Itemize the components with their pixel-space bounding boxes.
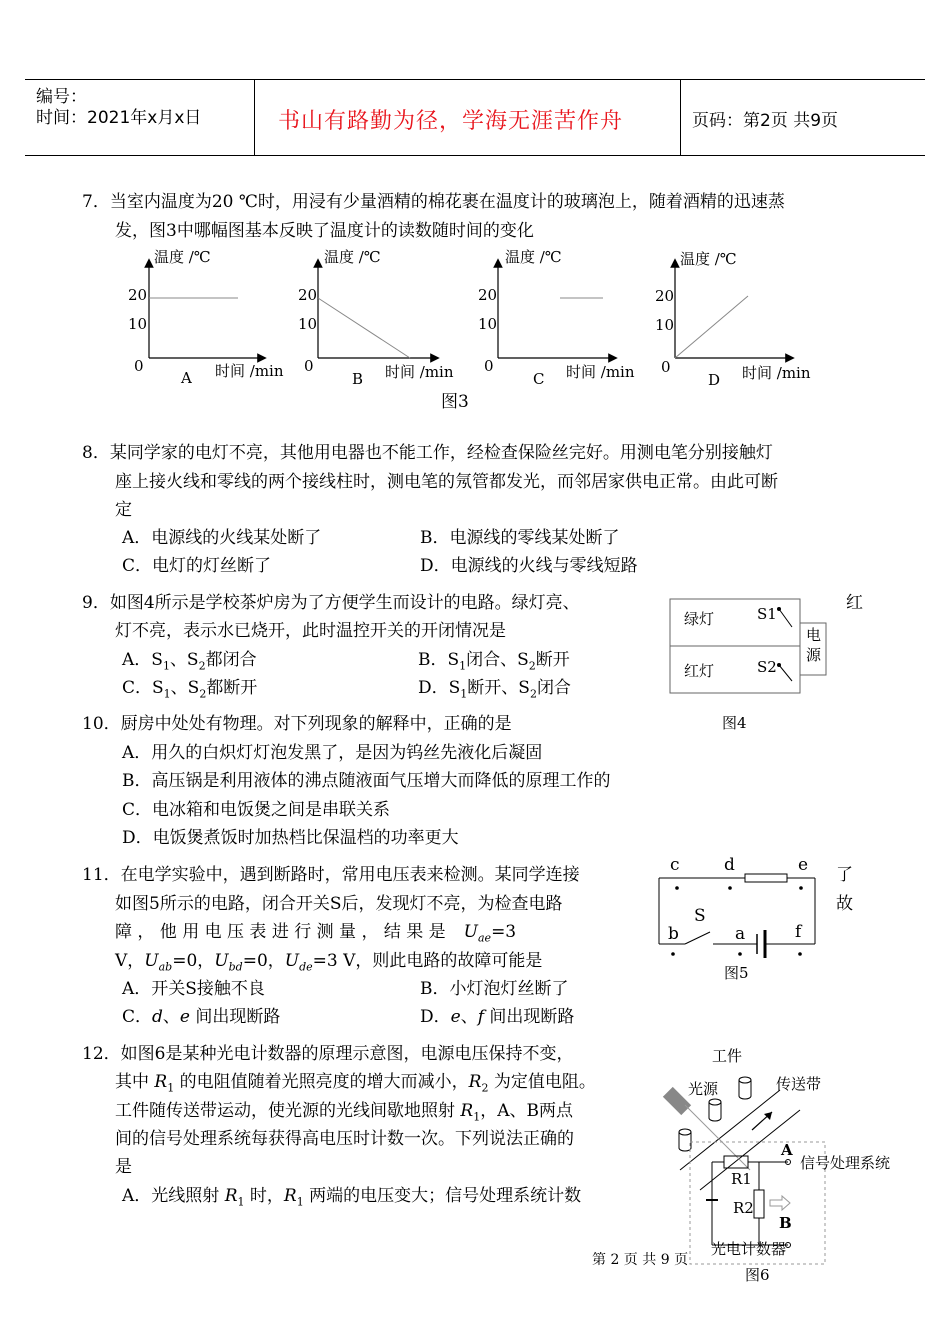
graph-c-tick-10: 10 [478,315,498,333]
q10-option-a: A．用久的白炽灯灯泡发黑了，是因为钨丝先液化后凝固 [122,743,543,763]
header-divider-left [254,79,255,155]
graph-a [149,263,262,358]
fig5-label-a: a [735,924,746,944]
question-8 [82,439,882,525]
header-bottom-rule [25,155,925,156]
q11-line4: V，$U_{ab}=0$，$U_{bd}=0$，$U_{de}=3$ V，则此电路的故障可能是 [115,951,543,974]
fig6-point-b: B [779,1214,792,1232]
q9-option-a: A．$S_1$、$S_2$都闭合 [122,650,257,673]
q11-line2-tail: 故 [836,894,853,914]
q9-line2: 灯不亮，表示水已烧开，此时温控开关的开闭情况是 [115,621,506,641]
graph-a-tick-0: 0 [134,357,144,375]
graph-b-ylabel: 温度 /℃ [324,248,381,266]
graph-a-letter: A [181,369,192,387]
q12-line4: 间的信号处理系统每获得高电压时计数一次。下列说法正确的 [115,1129,574,1149]
time-label: 时间：2021年x月x日 [36,108,202,128]
q11-option-b: B．小灯泡灯丝断了 [420,979,569,999]
fig4-power-top: 电 [806,626,822,644]
q11-line2: 如图5所示的电路，闭合开关S后，发现灯不亮，为检查电路 [115,894,563,914]
q12-line3-text: 工件随传送带运动，使光源的光线间歇地照射 [115,1101,455,1121]
fig5-label-s: S [694,906,706,926]
q11-option-c: C．d、e 间出现断路 [122,1007,281,1027]
fig5-label-b: b [668,924,679,944]
graph-b-tick-0: 0 [304,357,314,375]
fig4-power-bottom: 源 [806,646,822,664]
q12-line2-end: 为定值电阻。 [493,1072,596,1092]
q10-line1: 10．厨房中处处有物理。对下列现象的解释中，正确的是 [82,714,512,734]
header-divider-right [680,79,681,155]
graph-a-ylabel: 温度 /℃ [154,248,211,266]
figure-4-caption: 图4 [722,714,747,732]
page-label: 页码：第2页 共9页 [692,111,839,131]
graph-d-tick-10: 10 [655,316,675,334]
graph-c-ylabel: 温度 /℃ [505,248,562,266]
fig4-s2: S2 [757,658,777,676]
fig6-workpiece: 工件 [712,1047,743,1065]
fig6-belt: 传送带 [776,1075,822,1093]
q8-option-c: C．电灯的灯丝断了 [122,556,272,576]
q9-option-d: D．$S_1$断开、$S_2$闭合 [418,678,571,701]
graph-b-tick-10: 10 [298,315,318,333]
graph-d-tick-0: 0 [661,358,671,376]
fig5-label-e: e [798,855,809,875]
q10-option-d: D．电饭煲煮饭时加热档比保温档的功率更大 [122,828,459,848]
q8-line2: 座上接火线和零线的两个接线柱时，测电笔的氖管都发光，而邻居家供电正常。由此可断 [115,471,778,492]
fig4-green-lamp: 绿灯 [684,610,715,628]
q9-line1-tail: 红 [846,593,863,613]
motto: 书山有路勤为径，学海无涯苦作舟 [278,109,624,134]
q12-line5: 是 [115,1157,132,1177]
q9-option-b: B．$S_1$闭合、$S_2$断开 [418,650,570,673]
graph-a-xlabel: 时间 /min [215,362,284,380]
fig6-r1: R1 [731,1170,752,1188]
q12-line2-mid: 的电阻值随着光照亮度的增大而减小， [179,1072,469,1092]
graph-b-xlabel: 时间 /min [385,363,454,381]
graph-d-ylabel: 温度 /℃ [680,250,737,268]
figure-5-circuit [655,870,825,960]
figure-3-caption: 图3 [441,392,469,412]
fig6-signal-system: 信号处理系统 [800,1154,891,1172]
q11-line3: 障 ， 他 用 电 压 表 进 行 测 量 ， 结 果 是 $U_{ae}=3$ [115,922,517,945]
q7-line1: 7．当室内温度为20 ℃时，用浸有少量酒精的棉花裹在温度计的玻璃泡上，随着酒精的迅速蒸 [82,192,785,212]
q9-option-c: C．$S_1$、$S_2$都断开 [122,678,258,701]
fig6-point-a: A [781,1141,793,1159]
header-top-rule [25,79,925,80]
fig5-label-f: f [795,922,802,942]
graph-c [498,263,613,358]
fig6-light-source: 光源 [688,1080,719,1098]
graph-b [318,263,435,358]
graph-d-tick-20: 20 [655,287,675,305]
q10-option-c: C．电冰箱和电饭煲之间是串联关系 [122,800,391,820]
figure-5-caption: 图5 [724,964,749,982]
question-7 [82,188,882,245]
fig6-r2: R2 [733,1199,754,1217]
q11-line1-tail: 了 [836,865,853,885]
q7-line2: 发，图3中哪幅图基本反映了温度计的读数随时间的变化 [115,220,534,241]
q11-line3-text: 障 ， 他 用 电 压 表 进 行 测 量 ， 结 果 是 [115,922,446,942]
q8-line3: 定 [115,500,132,520]
q8-line1: 8．某同学家的电灯不亮，其他用电器也不能工作，经检查保险丝完好。用测电笔分别接触灯 [82,443,773,463]
q8-option-d: D．电源线的火线与零线短路 [420,556,638,576]
footer-page-number: 第 2 页 共 9 页 [592,1252,689,1268]
q11-option-d: D．e、f 间出现断路 [420,1007,575,1027]
graph-c-xlabel: 时间 /min [566,363,635,381]
q8-option-a: A．电源线的火线某处断了 [122,528,322,548]
graph-b-tick-20: 20 [298,286,318,304]
graph-d-letter: D [708,371,721,389]
q9-line1: 9．如图4所示是学校茶炉房为了方便学生而设计的电路。绿灯亮、 [82,593,580,613]
fig5-label-c: c [670,855,680,875]
fig6-counter: 光电计数器 [711,1240,787,1258]
figure-6-caption: 图6 [745,1266,770,1284]
fig4-s1: S1 [757,605,777,623]
q12-option-a: A．光线照射 $R_1$ 时，$R_1$ 两端的电压变大；信号处理系统计数 [122,1186,582,1209]
q12-line3-end: ，A、B两点 [480,1101,573,1121]
graph-a-tick-10: 10 [128,315,148,333]
q11-line1: 11．在电学实验中，遇到断路时，常用电压表来检测。某同学连接 [82,865,580,885]
graph-b-letter: B [352,370,364,388]
graph-d-xlabel: 时间 /min [742,364,811,382]
serial-label: 编号： [36,87,87,107]
q11-option-a: A．开关S接触不良 [122,979,265,999]
graph-c-letter: C [533,370,545,388]
q12-line2: 其中 $R_1$ 的电阻值随着光照亮度的增大而减小，$R_2$ 为定值电阻。 [115,1072,596,1095]
q12-line1: 12．如图6是某种光电计数器的原理示意图，电源电压保持不变， [82,1044,574,1064]
graph-a-tick-20: 20 [128,286,148,304]
graph-d [675,263,790,358]
q12-line3: 工件随传送带运动，使光源的光线间歇地照射 $R_1$，A、B两点 [115,1101,573,1124]
fig4-red-lamp: 红灯 [684,662,715,680]
graph-c-tick-20: 20 [478,286,498,304]
fig5-label-d: d [724,855,735,875]
graph-c-tick-0: 0 [484,357,494,375]
q10-option-b: B．高压锅是利用液体的沸点随液面气压增大而降低的原理工作的 [122,771,611,791]
q8-option-b: B．电源线的零线某处断了 [420,528,620,548]
